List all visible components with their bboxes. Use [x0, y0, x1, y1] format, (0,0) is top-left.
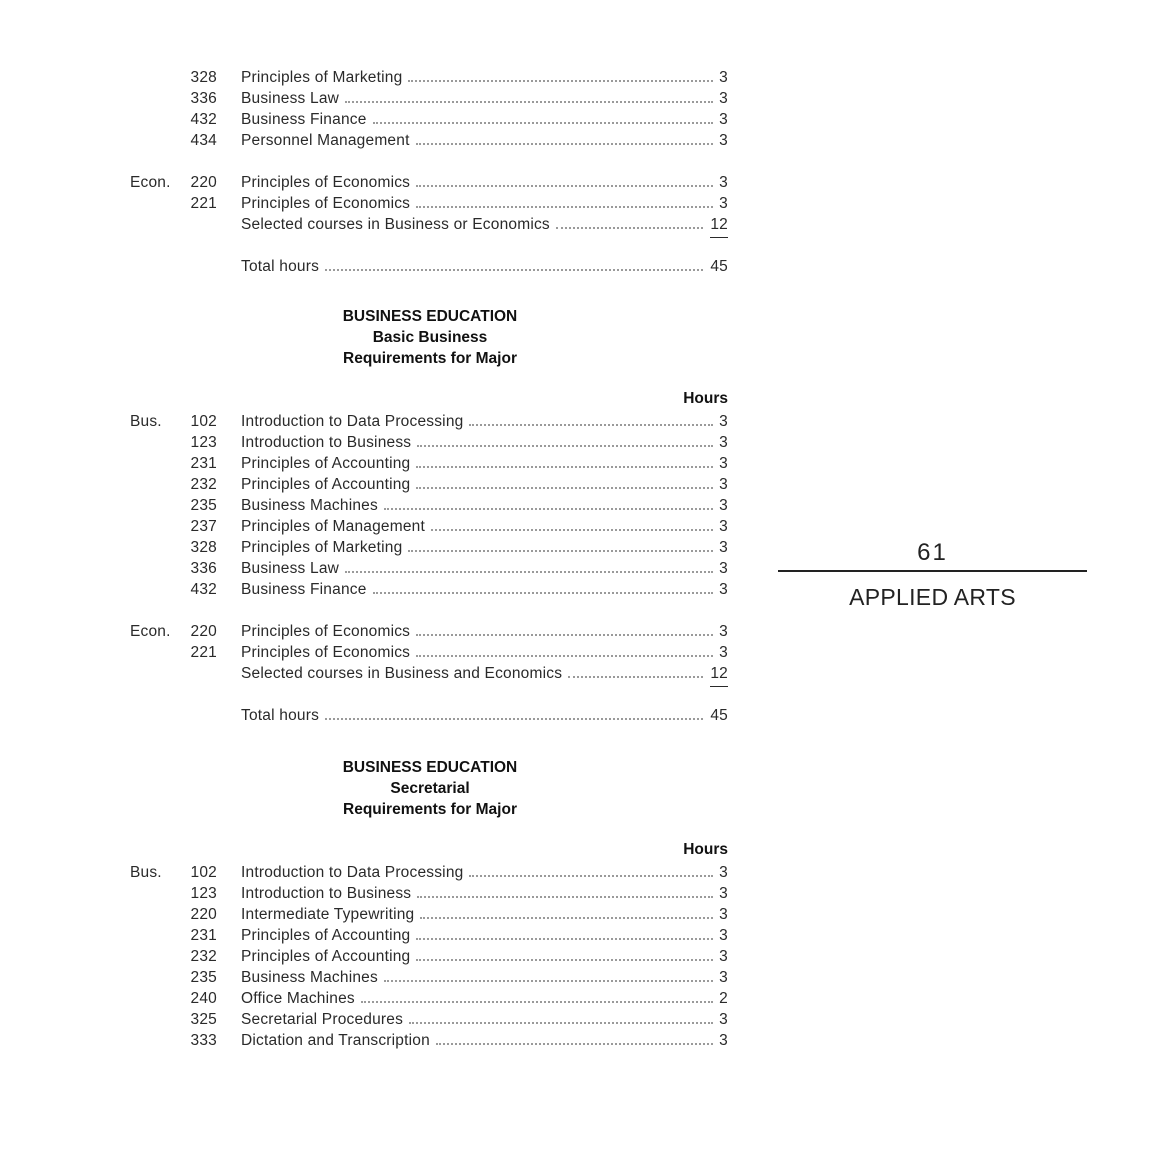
course-rows	[120, 411, 740, 600]
course-title: Introduction to Data Processing	[241, 864, 464, 881]
heading-line-1: BUSINESS EDUCATION	[342, 759, 518, 776]
dot-leader	[416, 206, 713, 208]
course-hours: 3	[719, 434, 728, 451]
course-hours: 3	[719, 455, 728, 472]
dot-leader	[409, 1022, 713, 1024]
course-row	[120, 558, 740, 579]
course-row	[120, 904, 740, 925]
dot-leader	[420, 917, 713, 919]
course-hours: 3	[719, 195, 728, 212]
heading-line-3: Requirements for Major	[343, 801, 517, 818]
department-code: Econ.	[130, 174, 171, 191]
course-list-continued	[120, 67, 740, 277]
course-title: Business Machines	[241, 497, 378, 514]
course-number: 102	[190, 413, 217, 430]
course-hours: 3	[719, 69, 728, 86]
dot-leader	[384, 508, 713, 510]
section-label: APPLIED ARTS	[849, 584, 1016, 610]
course-number: 235	[190, 497, 217, 514]
course-hours: 3	[719, 90, 728, 107]
department-code: Econ.	[130, 623, 171, 640]
course-row	[120, 883, 740, 904]
course-title: Business Finance	[241, 111, 367, 128]
course-title: Secretarial Procedures	[241, 1011, 404, 1028]
dot-leader	[325, 718, 703, 720]
dot-leader	[417, 445, 713, 447]
course-number: 220	[190, 174, 217, 191]
course-title: Principles of Economics	[241, 195, 411, 212]
course-title: Principles of Marketing	[241, 539, 403, 556]
total-row	[120, 705, 740, 726]
page-number: 61	[917, 539, 948, 566]
course-row	[120, 432, 740, 453]
department-code: Bus.	[130, 864, 162, 881]
heading-line-2: Secretarial	[390, 780, 470, 797]
dot-leader	[384, 980, 713, 982]
course-row	[120, 642, 740, 663]
course-number: 237	[190, 518, 217, 535]
course-row	[120, 621, 740, 642]
course-number: 336	[190, 90, 217, 107]
course-hours: 3	[719, 1032, 728, 1049]
course-row	[120, 193, 740, 214]
course-hours: 2	[719, 990, 728, 1007]
course-number: 231	[190, 927, 217, 944]
course-title: Principles of Economics	[241, 644, 411, 661]
course-hours: 3	[719, 969, 728, 986]
course-title: Principles of Economics	[241, 623, 411, 640]
dot-leader	[416, 487, 713, 489]
course-title: Introduction to Data Processing	[241, 413, 464, 430]
dot-leader	[416, 634, 713, 636]
dot-leader	[345, 101, 713, 103]
course-title: Selected courses in Business or Economics	[241, 216, 550, 233]
heading-line-3: Requirements for Major	[343, 350, 517, 367]
course-number: 328	[190, 69, 217, 86]
course-title: Intermediate Typewriting	[241, 906, 415, 923]
course-row	[120, 925, 740, 946]
divider	[778, 570, 1087, 572]
course-number: 325	[190, 1011, 217, 1028]
course-number: 432	[190, 111, 217, 128]
course-title: Selected courses in Business and Economics	[241, 665, 563, 682]
course-row	[120, 862, 740, 883]
heading-line-1: BUSINESS EDUCATION	[342, 308, 518, 325]
course-hours: 3	[719, 948, 728, 965]
course-hours: 12	[710, 214, 728, 238]
course-hours: 3	[719, 132, 728, 149]
course-title: Principles of Marketing	[241, 69, 403, 86]
course-title: Principles of Accounting	[241, 455, 411, 472]
course-row	[120, 537, 740, 558]
econ-rows	[120, 172, 740, 235]
course-row	[120, 663, 740, 684]
dot-leader	[416, 185, 713, 187]
course-title: Dictation and Transcription	[241, 1032, 430, 1049]
course-title: Principles of Economics	[241, 174, 411, 191]
course-row	[120, 988, 740, 1009]
course-row	[120, 579, 740, 600]
course-title: Principles of Management	[241, 518, 426, 535]
course-hours: 3	[719, 539, 728, 556]
course-row	[120, 172, 740, 193]
course-title: Personnel Management	[241, 132, 410, 149]
course-hours: 3	[719, 1011, 728, 1028]
dot-leader	[417, 896, 713, 898]
course-list-secretarial	[120, 862, 740, 1051]
course-row	[120, 453, 740, 474]
course-number: 235	[190, 969, 217, 986]
course-title: Principles of Accounting	[241, 476, 411, 493]
course-hours: 3	[719, 174, 728, 191]
course-number: 333	[190, 1032, 217, 1049]
course-title: Business Law	[241, 90, 340, 107]
course-title: Principles of Accounting	[241, 927, 411, 944]
course-title: Introduction to Business	[241, 885, 412, 902]
econ-rows	[120, 621, 740, 684]
course-title: Business Machines	[241, 969, 378, 986]
course-row	[120, 109, 740, 130]
dot-leader	[361, 1001, 713, 1003]
course-row	[120, 516, 740, 537]
dot-leader	[416, 938, 713, 940]
dot-leader	[325, 269, 703, 271]
dot-leader	[345, 571, 713, 573]
course-rows	[120, 862, 740, 1051]
section-heading-secretarial	[120, 757, 740, 820]
course-row	[120, 88, 740, 109]
course-title: Office Machines	[241, 990, 355, 1007]
course-number: 220	[190, 906, 217, 923]
course-hours: 3	[719, 927, 728, 944]
course-rows	[120, 67, 740, 151]
dot-leader	[568, 676, 703, 678]
dot-leader	[416, 143, 713, 145]
course-row	[120, 1030, 740, 1051]
total-value: 45	[710, 707, 728, 724]
course-number: 221	[190, 644, 217, 661]
dot-leader	[416, 959, 713, 961]
course-row	[120, 946, 740, 967]
course-number: 220	[190, 623, 217, 640]
course-row	[120, 1009, 740, 1030]
course-hours: 3	[719, 864, 728, 881]
course-row	[120, 214, 740, 235]
course-hours: 3	[719, 497, 728, 514]
total-label: Total hours	[241, 707, 320, 724]
course-row	[120, 130, 740, 151]
course-hours: 3	[719, 644, 728, 661]
course-hours: 3	[719, 518, 728, 535]
course-hours: 3	[719, 581, 728, 598]
course-number: 221	[190, 195, 217, 212]
dot-leader	[373, 592, 713, 594]
page-sidebar	[778, 536, 1087, 611]
dot-leader	[556, 227, 703, 229]
hours-column-label: Hours	[683, 390, 728, 407]
course-row	[120, 967, 740, 988]
course-title: Principles of Accounting	[241, 948, 411, 965]
course-number: 336	[190, 560, 217, 577]
course-hours: 3	[719, 413, 728, 430]
course-hours: 3	[719, 111, 728, 128]
course-number: 231	[190, 455, 217, 472]
course-hours: 3	[719, 560, 728, 577]
course-list-basic-business	[120, 411, 740, 726]
heading-line-2: Basic Business	[372, 329, 488, 346]
course-number: 102	[190, 864, 217, 881]
total-value: 45	[710, 258, 728, 275]
dot-leader	[436, 1043, 713, 1045]
course-title: Business Law	[241, 560, 340, 577]
course-number: 232	[190, 948, 217, 965]
course-hours: 3	[719, 885, 728, 902]
course-number: 123	[190, 885, 217, 902]
course-number: 434	[190, 132, 217, 149]
course-row	[120, 495, 740, 516]
dot-leader	[416, 466, 713, 468]
course-number: 240	[190, 990, 217, 1007]
course-number: 232	[190, 476, 217, 493]
course-row	[120, 411, 740, 432]
dot-leader	[469, 875, 713, 877]
dot-leader	[373, 122, 713, 124]
total-label: Total hours	[241, 258, 320, 275]
course-hours: 3	[719, 476, 728, 493]
course-hours: 3	[719, 906, 728, 923]
course-hours: 3	[719, 623, 728, 640]
dot-leader	[408, 550, 713, 552]
course-number: 432	[190, 581, 217, 598]
course-row	[120, 474, 740, 495]
department-code: Bus.	[130, 413, 162, 430]
course-row	[120, 67, 740, 88]
dot-leader	[469, 424, 713, 426]
total-row	[120, 256, 740, 277]
dot-leader	[408, 80, 713, 82]
course-number: 123	[190, 434, 217, 451]
course-hours: 12	[710, 663, 728, 687]
course-title: Introduction to Business	[241, 434, 412, 451]
course-title: Business Finance	[241, 581, 367, 598]
section-heading-basic-business	[120, 306, 740, 369]
dot-leader	[431, 529, 713, 531]
course-number: 328	[190, 539, 217, 556]
hours-column-label: Hours	[683, 841, 728, 858]
dot-leader	[416, 655, 713, 657]
